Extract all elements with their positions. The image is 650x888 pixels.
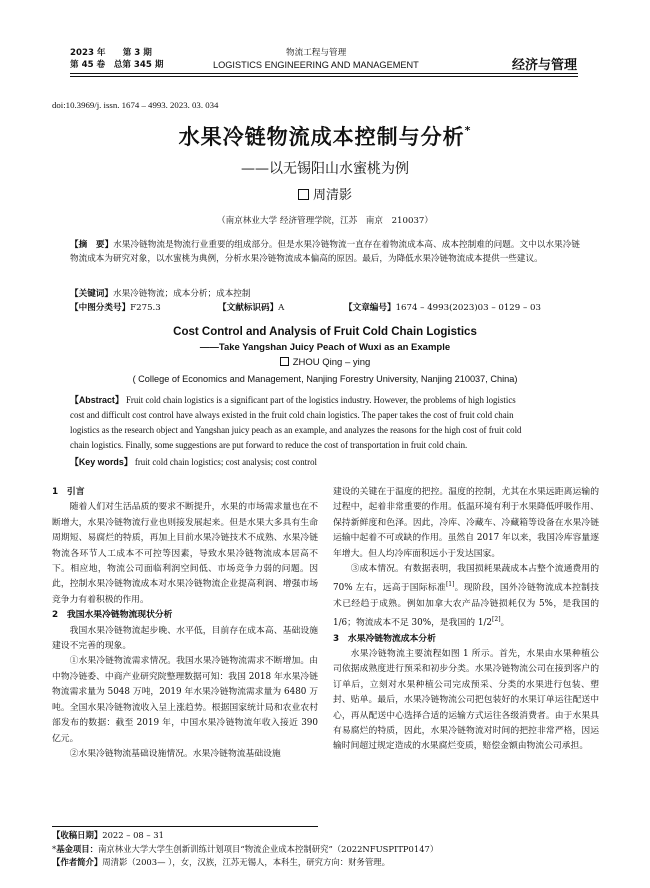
body-paragraph: ①水果冷链物流需求情况。我国水果冷链物流需求不断增加。由中物冷链委、中商产业研究院整理数据可知：我国 2018 年水果冷链物流需求量为 5048 万吨，2019 年水果冷链物流需求量为 6480 万吨。全国水果冷链物流收入呈上涨趋势。根据国家统计局和农业农村部发布的数据：截至 2019 年，中国水果冷链物流年收入接近 390 亿元。 <box>52 656 318 744</box>
keywords-cn-label: 【关键词】 <box>70 289 113 299</box>
body-paragraph: 我国水果冷链物流起步晚、水平低，目前存在成本高、基础设施建设不完善的现象。 <box>52 625 318 652</box>
keywords-en-label: 【Key words】 <box>70 457 133 467</box>
issue-year-line: 2023 年 第 3 期 <box>70 48 152 58</box>
author-cn-name: 周清影 <box>312 188 352 203</box>
article-no-info <box>344 302 541 316</box>
citation-ref[interactable]: [1] <box>445 581 455 589</box>
abstract-en-line-4: chain logistics. Finally, some suggestions are put forward to reduce the cost of transportation in fruit cold chain. <box>70 440 468 450</box>
subtitle-en: ——Take Yangshan Juicy Peach of Wuxi as an Example <box>199 342 451 353</box>
footnote-rule <box>52 826 318 827</box>
section-label: 经济与管理 <box>512 58 578 73</box>
body-left-column <box>52 485 318 762</box>
author-bio-label: 【作者简介】 <box>52 857 103 867</box>
author-bio-value: 周清影（2003— ），女，汉族，江苏无锡人，本科生，研究方向：财务管理。 <box>102 857 391 867</box>
body-paragraph <box>333 562 599 631</box>
body-paragraph: 水果冷链物流主要流程如图 1 所示。首先，水果由水果种植公司依据成熟度进行预采和初步分类。水果冷链物流公司在接到客户的订单后，立刻对水果种植公司完成预采、分类的水果进行包装、塑封、贴单。最后，水果冷链物流公司把包装好的水果订单运往配送中心，再从配送中心选择合适的运输方式运往各级消费者。由于水果具有易腐烂的特质，因此，水果冷链物流对时间的把控非常严格，因运输时间超过规定造成的水果腐烂变质，赔偿金额由物流公司承担。 <box>333 648 599 752</box>
abstract-cn-text: 水果冷链物流是物流行业重要的组成部分。但是水果冷链物流一直存在着物流成本高、成本控制难的问题。文中以水果冷链物流成本为研究对象，以水蜜桃为典例，分析水果冷链物流成本偏高的原因。最后，为降低水果冷链物流成本提供一些建议。 <box>70 240 580 264</box>
section-heading-2: 2 我国水果冷链物流现状分析 <box>52 610 173 621</box>
header-rule-thick <box>70 73 578 74</box>
abstract-en-line-3: logistics as the research object and Yangshan juicy peach as an example, and analyzes the reasons for the high cost of fruit cold <box>70 425 522 435</box>
received-value: 2022 – 08 – 31 <box>102 830 164 840</box>
author-bio <box>52 856 612 870</box>
body-text: 。现阶段，国外冷链物流成本控制技术已经趋于成熟。例如加拿大农产品冷链损耗仅为 5%，是我国的 1/6；物流成本不足 30%，是我国的 1/2 <box>333 583 599 629</box>
received-date <box>52 829 612 843</box>
footnotes <box>52 829 612 870</box>
journal-name-cn: 物流工程与管理 <box>286 48 347 58</box>
abstract-cn-label: 【摘 要】 <box>70 240 114 250</box>
affiliation-en: ( College of Economics and Management, Nanjing Forestry University, Nanjing 210037, China) <box>132 374 518 384</box>
title-footnote-mark: * <box>464 124 472 137</box>
abstract-en-label: 【Abstract】 <box>70 395 124 405</box>
section-heading-3: 3 水果冷链物流成本分析 <box>333 633 436 644</box>
body-text: ③成本情况。有数据表明，我国损耗果蔬成本占整个流通费用的 70% 左右，远高于国际标准 <box>333 564 599 594</box>
title-cn <box>0 121 650 151</box>
fund-label: 基金项目： <box>56 843 99 854</box>
clc-info <box>70 302 161 316</box>
article-no-label: 【文章编号】 <box>344 303 396 313</box>
header-rule-thin <box>70 76 578 77</box>
keywords-cn-text: 水果冷链物流；成本分析；成本控制 <box>112 289 251 299</box>
received-label: 【收稿日期】 <box>52 830 103 840</box>
body-paragraph: ②水果冷链物流基础设施情况。水果冷链物流基础设施 <box>69 748 281 759</box>
affiliation-cn: （南京林业大学 经济管理学院，江苏 南京 210037） <box>216 216 433 226</box>
keywords-cn <box>70 288 251 302</box>
abstract-en-line-1: Fruit cold chain logistics is a significant part of the logistics industry. However, the problems of high logistics <box>125 395 516 405</box>
author-en-name: ZHOU Qing – ying <box>292 357 371 368</box>
author-cn <box>0 184 650 203</box>
keywords-en <box>70 455 317 468</box>
citation-ref[interactable]: [2] <box>492 616 501 624</box>
doc-code-value: A <box>278 303 285 313</box>
journal-name-en: LOGISTICS ENGINEERING AND MANAGEMENT <box>213 60 419 70</box>
body-right-column <box>333 485 599 755</box>
volume-line: 第 45 卷 总第 345 期 <box>70 60 164 70</box>
title-en: Cost Control and Analysis of Fruit Cold Chain Logistics <box>173 326 477 338</box>
clc-value: F275.3 <box>130 303 161 313</box>
doc-code-info <box>218 302 284 316</box>
fund-value: 南京林业大学大学生创新训练计划项目“物流企业成本控制研究”（2022NFUSPITP0147） <box>98 843 439 854</box>
clc-label: 【中图分类号】 <box>70 303 131 313</box>
subtitle-cn: ——以无锡阳山水蜜桃为例 <box>241 161 409 177</box>
body-paragraph: 随着人们对生活品质的要求不断提升，水果的市场需求量也在不断增大，水果冷链物流行业也则接发展起来。但是水果大多具有生命周期短、易腐烂的特质，再加上目前水果冷链技术不成熟、水果冷链物流各环节人工成本不可控等因素，导致水果冷链物流成本居高不下。相应地，物流公司面临利润空间低、市场竞争力弱的问题。因此，控制水果冷链物流成本对水果冷链物流企业提高利润、增强市场竞争力有着积极的作用。 <box>52 502 318 605</box>
doi: doi:10.3969/j. issn. 1674 – 4993. 2023. 03. 034 <box>52 100 219 110</box>
doc-code-label: 【文献标识码】 <box>218 303 279 313</box>
fund-mark: * <box>52 843 57 854</box>
abstract-cn <box>70 239 580 267</box>
section-heading-1: 1 引言 <box>52 487 85 497</box>
author-en <box>0 357 650 368</box>
fund-note <box>52 843 612 857</box>
keywords-en-text: fruit cold chain logistics; cost analysis; cost control <box>134 457 318 467</box>
body-text: 。 <box>500 618 510 629</box>
body-paragraph: 建设的关键在于温度的把控。温度的控制，尤其在水果远距离运输的过程中，起着非常重要的作用。低温环境有利于水果降低呼吸作用、保持新鲜度和色泽。因此，冷库、冷藏车、冷藏箱等设备在水果冷链运输中起着不可或缺的作用。虽然自 2017 年以来，我国冷库容量逐年增大。但人均冷库面积远小于发达国家。 <box>333 487 599 559</box>
title-cn-text: 水果冷链物流成本控制与分析 <box>178 125 465 149</box>
author-en-box-icon <box>280 357 289 366</box>
author-box-icon <box>298 189 309 200</box>
abstract-en-line-2: cost and difficult cost control have always existed in the fruit cold chain logistics. The paper takes the cost of fruit cold chain <box>70 410 514 420</box>
article-no-value: 1674 – 4993(2023)03 – 0129 – 03 <box>395 303 541 313</box>
abstract-en <box>70 393 590 453</box>
